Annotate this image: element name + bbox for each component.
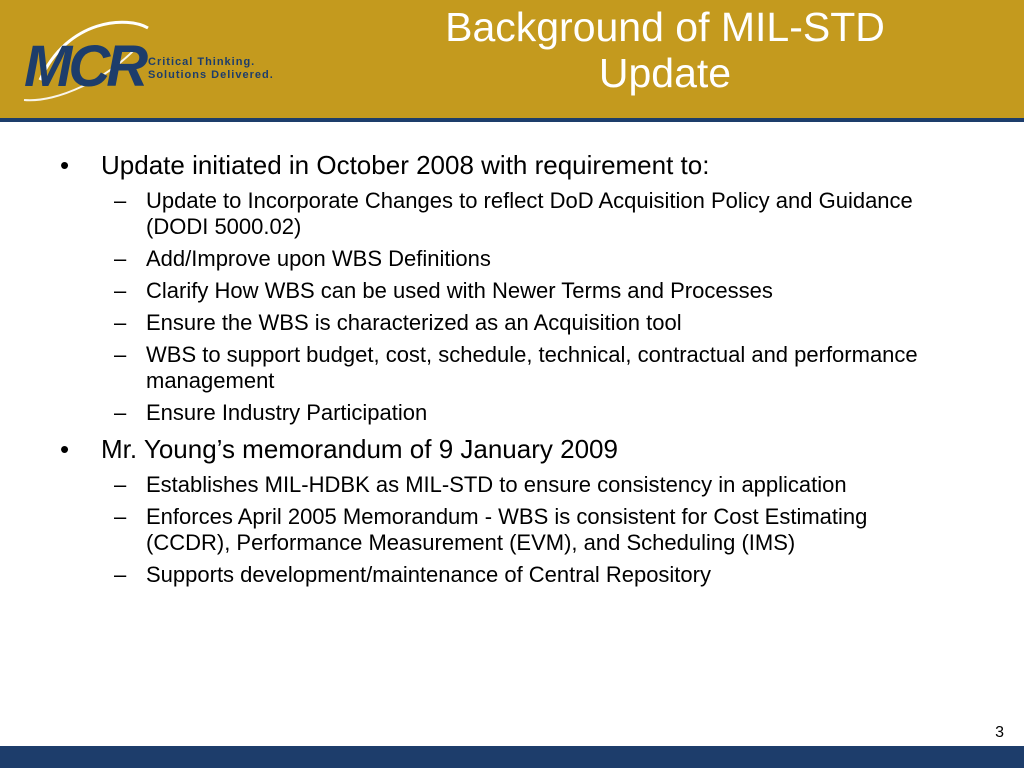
sub-bullet-text: Ensure the WBS is characterized as an Acquisition tool (146, 310, 682, 335)
sub-bullet-text: Ensure Industry Participation (146, 400, 428, 425)
slide-title (300, 4, 1024, 96)
dash-icon: – (114, 188, 127, 213)
sub-bullet-text: Clarify How WBS can be used with Newer Terms and Processes (146, 278, 773, 303)
bullet-dot-icon: • (60, 150, 70, 180)
bullet-text: Mr. Young’s memorandum of 9 January 2009 (101, 434, 618, 464)
header-divider (0, 118, 1024, 122)
sub-bullet-item (0, 246, 946, 272)
footer-bar (0, 746, 1024, 768)
slide-title-line-1: Background of MIL-STD (445, 4, 885, 50)
sub-bullet-text: WBS to support budget, cost, schedule, technical, contractual and performance management (146, 342, 918, 393)
bullet-item (0, 434, 1024, 464)
bullet-text: Update initiated in October 2008 with requirement to: (101, 150, 710, 180)
dash-icon: – (114, 342, 127, 367)
dash-icon: – (114, 504, 127, 529)
dash-icon: – (114, 310, 127, 335)
dash-icon: – (114, 472, 127, 497)
logo-wordmark: MCR (24, 34, 145, 99)
sub-bullet-item (0, 278, 946, 304)
logo-tagline-line-1: Critical Thinking. (148, 56, 256, 68)
slide-body (0, 150, 1024, 594)
bullet-dot-icon: • (60, 434, 70, 464)
page-number: 3 (995, 724, 1004, 741)
sub-bullet-item (0, 504, 946, 556)
dash-icon: – (114, 246, 127, 271)
sub-bullet-item (0, 342, 946, 394)
dash-icon: – (114, 400, 127, 425)
slide-title-line-2: Update (598, 50, 732, 96)
sub-bullet-item (0, 310, 946, 336)
mcr-logo (18, 8, 318, 108)
sub-bullet-item (0, 472, 946, 498)
logo-tagline-line-2: Solutions Delivered. (148, 69, 274, 81)
dash-icon: – (114, 278, 127, 303)
sub-bullet-text: Establishes MIL-HDBK as MIL-STD to ensure consistency in application (146, 472, 847, 497)
sub-bullet-item (0, 562, 946, 588)
dash-icon: – (114, 562, 127, 587)
sub-bullet-text: Enforces April 2005 Memorandum - WBS is consistent for Cost Estimating (CCDR), Performance Measurement (EVM), and Scheduling (IMS) (146, 504, 868, 555)
bullet-item (0, 150, 1024, 180)
sub-bullet-text: Update to Incorporate Changes to reflect DoD Acquisition Policy and Guidance (DODI 5000.02) (146, 188, 913, 239)
sub-bullet-text: Add/Improve upon WBS Definitions (146, 246, 491, 271)
sub-bullet-item (0, 400, 946, 426)
sub-bullet-text: Supports development/maintenance of Central Repository (146, 562, 711, 587)
sub-bullet-item (0, 188, 946, 240)
